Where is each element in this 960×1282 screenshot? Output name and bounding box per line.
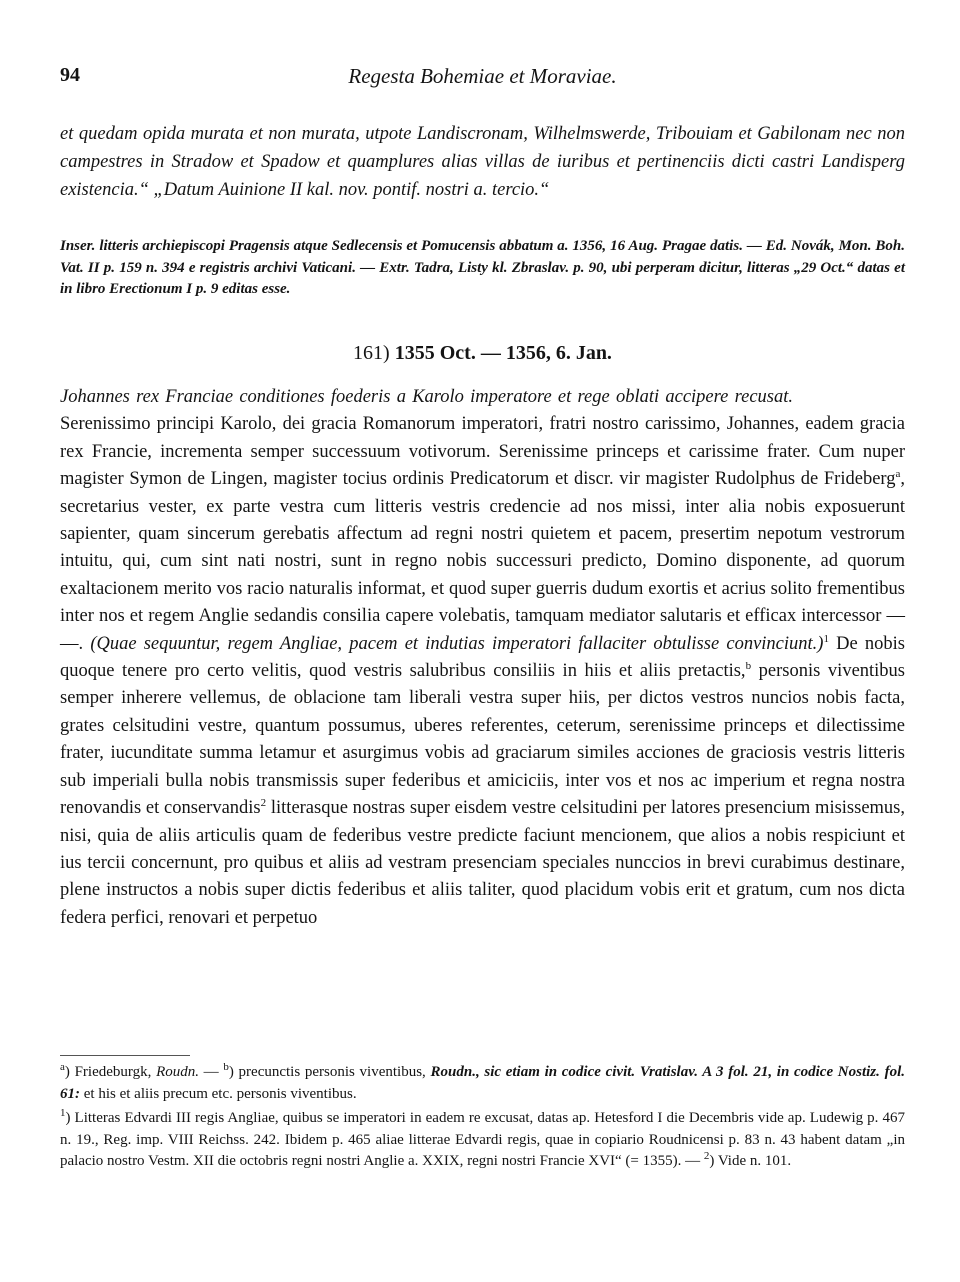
footnote-a-source: Roudn.: [156, 1064, 199, 1080]
running-header: [60, 64, 905, 94]
footnote-numbered: [60, 1108, 905, 1173]
footnote-separator: —: [198, 1064, 224, 1080]
page-number: 94: [60, 64, 80, 86]
main-text-part-1: Serenissimo principi Karolo, dei gracia Romanorum imperatori, fratri nostro carissimo, Johannes, eadem gracia rex Francie, incrementa semper successuum votivorum. Serenissime princeps et carissime frater. Cum nuper magister Symon de Lingen, magister tocius ordinis Predicatorum et discr. vir magister Rudolphus de Frideberg: [60, 414, 905, 490]
entry-number: 161): [353, 342, 390, 364]
main-text-part-5: litterasque nostras super eisdem vestre celsitudini per latores presencium misissemus, nisi, quia de aliis articulis quam de federibus vestre predicte faciunt mencionem, que alios a nobis respiciunt et ius tercii concernunt, pro quibus et aliis ad vestram presenciam speciales nunccios in brevi curabimus destinare, plene instructos a nobis super dictis federibus et aliis taliter, quod placidum vobis erit et gratum, cum nos dicta federa perfici, renovari et perpetuo: [60, 798, 905, 928]
entry-summary: Johannes rex Franciae conditiones foederis a Karolo imperatore et rege oblati accipere recusat.: [60, 387, 793, 407]
running-title: Regesta Bohemiae et Moraviae.: [348, 64, 617, 88]
entry-heading: [60, 342, 905, 365]
continuation-text: et quedam opida murata et non murata, utpote Landiscronam, Wilhelmswerde, Tribouiam et Gabilonam nec non campestres in Stradow et Spadow et quamplures alias villas de iuribus et pertinenciis dicti castri Landisperg existencia.“ „Datum Auinione II kal. nov. pontif. nostri a. tercio.“: [60, 124, 905, 200]
main-text-part-2: , secretarius vester, ex parte vestra cum litteris vestris credencie ad nos missi, inter alia nobis exposuerunt sapienter, quam sincerum gerebatis affectum ad regni nostri quietem et pacem, presertim nepotum vestrorum intuitu, qui, cum sint nati nostri, sunt in regno nobis successuri predicto, Domino disponente, ad quorum exaltacionem merito vos racio naturalis informat, et quod super guerris dudum exortis et acrius solito frementibus inter nos et regem Anglie sedandis consilia capere volebatis, tamquam mediator salutaris et efficax intercessor — —.: [60, 469, 905, 654]
footnote-a-text: ) Friedeburgk,: [64, 1064, 157, 1080]
source-note: Inser. litteris archiepiscopi Pragensis atque Sedlecensis et Pomucensis abbatum a. 1356, 16 Aug. Pragae datis. — Ed. Novák, Mon. Boh. Vat. II p. 159 n. 394 e registris archivi Vaticani. — Extr. Tadra, Listy kl. Zbraslav. p. 90, ubi perperam dicitur, litteras „29 Oct.“ datas et in libro Erectionum I p. 9 editas esse.: [60, 238, 905, 297]
footnote-b-text-2: et his et aliis precum etc. personis viventibus.: [80, 1085, 357, 1102]
footnote-2-text: ) Vide n. 101.: [709, 1153, 792, 1169]
main-text-part-3: De nobis quoque tenere pro certo velitis, quod vestris salubribus consiliis in hiis et aliis pretactis,: [60, 633, 905, 682]
footnote-ref-1: 1: [823, 632, 829, 645]
entry-dates: 1355 Oct. — 1356, 6. Jan.: [394, 342, 612, 364]
footnote-mark-a: a: [60, 1061, 65, 1073]
footnote-variants: [60, 1062, 905, 1105]
footnote-mark-b: b: [223, 1061, 229, 1073]
footnote-1-text: ) Litteras Edvardi III regis Angliae, quibus se imperatori in eadem re excusat, datas ap. Hetesford I die Decembris vide ap. Ludewig p. 467 n. 19., Reg. imp. VIII Reichss. 242. Ibidem p. 465 aliae litterae Edvardi regis, quae in copiario Roudnicensi p. 83 n. 43 habent datam „in palacio nostro Vestm. XII die octobris regni nostri Anglie a. XXIX, regni nostri Francie XVI“ (= 1355). —: [60, 1110, 905, 1169]
main-text: [60, 384, 905, 932]
footnote-ref-b: b: [745, 659, 752, 672]
footnote-b-text: ) precunctis personis viventibus,: [228, 1064, 431, 1080]
footnote-mark-1: 1: [60, 1107, 66, 1119]
footnote-ref-a: a: [895, 468, 901, 481]
footnote-ref-2: 2: [260, 796, 267, 809]
main-text-part-4: personis viventibus semper inherere vellemus, de oblacione tam liberali vestra super hiis, per dictos vestros nuncios nobis facta, grates celsitudini vestre, quantum possumus, uberes referentes, ceterum, serenissime princeps et dilectissime frater, iucunditate summa letamur et asurgimus vobis ad graciarum similes acciones de graciosis vestris litteris sub imperiali bulla nobis transmissis super federibus et amiciciis, inter vos et nos ac imperium et regna nostra renovandis et conservandis: [60, 661, 906, 819]
editorial-insert: (Quae sequuntur, regem Angliae, pacem et indutias imperatori fallaciter obtulisse convinciunt.): [90, 633, 824, 654]
footnote-b-source: Roudn., sic etiam in codice civit. Vratislav. A 3 fol. 21, in codice Nostiz. fol. 61:: [60, 1064, 905, 1102]
footnote-divider: [60, 1055, 190, 1056]
footnote-mark-2: 2: [703, 1150, 710, 1162]
